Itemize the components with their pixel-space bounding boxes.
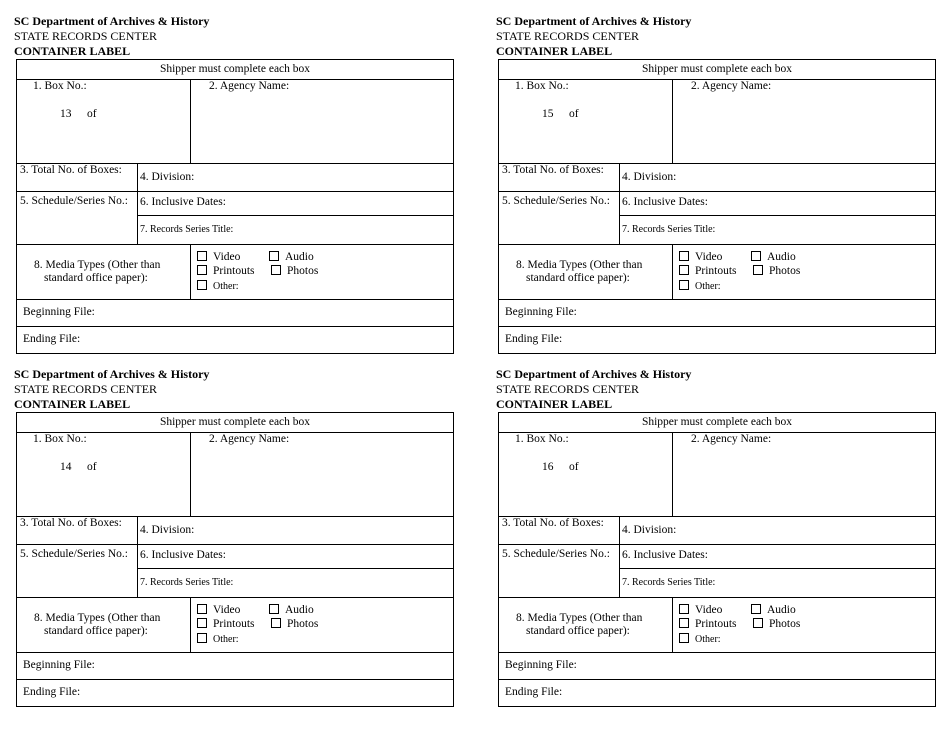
records-center-name: STATE RECORDS CENTER bbox=[14, 382, 158, 396]
other-checkbox[interactable] bbox=[679, 633, 689, 643]
photos-checkbox[interactable] bbox=[753, 265, 763, 275]
printouts-option[interactable]: Printouts bbox=[197, 618, 255, 630]
inclusive-dates-label: 6. Inclusive Dates: bbox=[140, 549, 226, 561]
audio-option[interactable]: Audio bbox=[751, 251, 796, 263]
department-name: SC Department of Archives & History bbox=[496, 14, 692, 28]
agency-name-label: 2. Agency Name: bbox=[209, 433, 290, 445]
printouts-checkbox[interactable] bbox=[679, 618, 689, 628]
box-no-label: 1. Box No.: bbox=[33, 433, 87, 445]
video-checkbox[interactable] bbox=[197, 251, 207, 261]
video-checkbox[interactable] bbox=[679, 251, 689, 261]
other-checkbox[interactable] bbox=[197, 280, 207, 290]
audio-option[interactable]: Audio bbox=[751, 604, 796, 616]
container-label bbox=[498, 14, 936, 354]
box-of-text: of bbox=[87, 108, 97, 120]
box-of-text: of bbox=[569, 108, 579, 120]
records-series-title-label: 7. Records Series Title: bbox=[622, 224, 716, 235]
division-label: 4. Division: bbox=[140, 171, 195, 183]
box-no-label: 1. Box No.: bbox=[33, 80, 87, 92]
shipper-instruction: Shipper must complete each box bbox=[159, 416, 311, 428]
records-center-name: STATE RECORDS CENTER bbox=[496, 382, 640, 396]
schedule-series-label: 5. Schedule/Series No.: bbox=[502, 195, 610, 207]
schedule-series-label: 5. Schedule/Series No.: bbox=[502, 548, 610, 560]
box-of-text: of bbox=[569, 461, 579, 473]
total-boxes-label: 3. Total No. of Boxes: bbox=[20, 517, 122, 529]
label-header bbox=[14, 14, 454, 59]
department-name: SC Department of Archives & History bbox=[14, 14, 210, 28]
media-types-label: 8. Media Types (Other than standard office paper): bbox=[516, 259, 643, 284]
photos-option[interactable]: Photos bbox=[753, 618, 800, 630]
box-number-value[interactable]: 14 bbox=[60, 461, 72, 473]
agency-name-label: 2. Agency Name: bbox=[209, 80, 290, 92]
ending-file-label: Ending File: bbox=[23, 686, 81, 698]
agency-name-label: 2. Agency Name: bbox=[691, 80, 772, 92]
photos-option[interactable]: Photos bbox=[271, 618, 318, 630]
agency-name-field[interactable] bbox=[675, 96, 931, 160]
audio-checkbox[interactable] bbox=[269, 251, 279, 261]
container-label bbox=[16, 367, 454, 707]
media-types-label: 8. Media Types (Other than standard office paper): bbox=[516, 612, 643, 637]
printouts-option[interactable]: Printouts bbox=[679, 265, 737, 277]
other-checkbox[interactable] bbox=[679, 280, 689, 290]
records-series-title-label: 7. Records Series Title: bbox=[622, 577, 716, 588]
records-center-name: STATE RECORDS CENTER bbox=[496, 29, 640, 43]
department-name: SC Department of Archives & History bbox=[14, 367, 210, 381]
beginning-file-label: Beginning File: bbox=[505, 306, 577, 318]
other-option[interactable]: Other: bbox=[197, 280, 239, 292]
inclusive-dates-label: 6. Inclusive Dates: bbox=[140, 196, 226, 208]
label-title: CONTAINER LABEL bbox=[14, 397, 131, 411]
label-title: CONTAINER LABEL bbox=[496, 44, 613, 58]
agency-name-field[interactable] bbox=[193, 449, 449, 513]
other-checkbox[interactable] bbox=[197, 633, 207, 643]
photos-option[interactable]: Photos bbox=[271, 265, 318, 277]
printouts-option[interactable]: Printouts bbox=[197, 265, 255, 277]
photos-option[interactable]: Photos bbox=[753, 265, 800, 277]
label-header bbox=[496, 367, 936, 412]
total-boxes-label: 3. Total No. of Boxes: bbox=[20, 164, 122, 176]
department-name: SC Department of Archives & History bbox=[496, 367, 692, 381]
label-header bbox=[14, 367, 454, 412]
inclusive-dates-label: 6. Inclusive Dates: bbox=[622, 196, 708, 208]
box-no-label: 1. Box No.: bbox=[515, 80, 569, 92]
box-number-value[interactable]: 15 bbox=[542, 108, 554, 120]
audio-checkbox[interactable] bbox=[751, 251, 761, 261]
video-checkbox[interactable] bbox=[197, 604, 207, 614]
schedule-series-label: 5. Schedule/Series No.: bbox=[20, 548, 128, 560]
video-option[interactable]: Video bbox=[679, 604, 722, 616]
division-label: 4. Division: bbox=[622, 171, 677, 183]
agency-name-field[interactable] bbox=[675, 449, 931, 513]
container-label-form bbox=[498, 59, 936, 354]
label-title: CONTAINER LABEL bbox=[496, 397, 613, 411]
printouts-option[interactable]: Printouts bbox=[679, 618, 737, 630]
box-of-text: of bbox=[87, 461, 97, 473]
container-label-form bbox=[498, 412, 936, 707]
printouts-checkbox[interactable] bbox=[197, 265, 207, 275]
printouts-checkbox[interactable] bbox=[197, 618, 207, 628]
ending-file-label: Ending File: bbox=[505, 333, 563, 345]
printouts-checkbox[interactable] bbox=[679, 265, 689, 275]
other-option[interactable]: Other: bbox=[197, 633, 239, 645]
division-label: 4. Division: bbox=[140, 524, 195, 536]
records-center-name: STATE RECORDS CENTER bbox=[14, 29, 158, 43]
media-types-label: 8. Media Types (Other than standard office paper): bbox=[34, 612, 161, 637]
video-option[interactable]: Video bbox=[679, 251, 722, 263]
audio-option[interactable]: Audio bbox=[269, 604, 314, 616]
inclusive-dates-label: 6. Inclusive Dates: bbox=[622, 549, 708, 561]
video-checkbox[interactable] bbox=[679, 604, 689, 614]
audio-option[interactable]: Audio bbox=[269, 251, 314, 263]
photos-checkbox[interactable] bbox=[271, 265, 281, 275]
box-no-label: 1. Box No.: bbox=[515, 433, 569, 445]
label-title: CONTAINER LABEL bbox=[14, 44, 131, 58]
shipper-instruction: Shipper must complete each box bbox=[641, 63, 793, 75]
box-number-value[interactable]: 13 bbox=[60, 108, 72, 120]
total-boxes-label: 3. Total No. of Boxes: bbox=[502, 517, 604, 529]
photos-checkbox[interactable] bbox=[753, 618, 763, 628]
container-label-form bbox=[16, 412, 454, 707]
beginning-file-label: Beginning File: bbox=[505, 659, 577, 671]
beginning-file-label: Beginning File: bbox=[23, 659, 95, 671]
media-types-label: 8. Media Types (Other than standard office paper): bbox=[34, 259, 161, 284]
audio-checkbox[interactable] bbox=[751, 604, 761, 614]
records-series-title-label: 7. Records Series Title: bbox=[140, 577, 234, 588]
video-option[interactable]: Video bbox=[197, 604, 240, 616]
division-label: 4. Division: bbox=[622, 524, 677, 536]
box-number-value[interactable]: 16 bbox=[542, 461, 554, 473]
shipper-instruction: Shipper must complete each box bbox=[159, 63, 311, 75]
container-label-form bbox=[16, 59, 454, 354]
video-option[interactable]: Video bbox=[197, 251, 240, 263]
shipper-instruction: Shipper must complete each box bbox=[641, 416, 793, 428]
other-option[interactable]: Other: bbox=[679, 280, 721, 292]
container-label bbox=[498, 367, 936, 707]
total-boxes-label: 3. Total No. of Boxes: bbox=[502, 164, 604, 176]
container-label bbox=[16, 14, 454, 354]
agency-name-field[interactable] bbox=[193, 96, 449, 160]
beginning-file-label: Beginning File: bbox=[23, 306, 95, 318]
ending-file-label: Ending File: bbox=[505, 686, 563, 698]
agency-name-label: 2. Agency Name: bbox=[691, 433, 772, 445]
other-option[interactable]: Other: bbox=[679, 633, 721, 645]
audio-checkbox[interactable] bbox=[269, 604, 279, 614]
label-header bbox=[496, 14, 936, 59]
schedule-series-label: 5. Schedule/Series No.: bbox=[20, 195, 128, 207]
records-series-title-label: 7. Records Series Title: bbox=[140, 224, 234, 235]
photos-checkbox[interactable] bbox=[271, 618, 281, 628]
ending-file-label: Ending File: bbox=[23, 333, 81, 345]
